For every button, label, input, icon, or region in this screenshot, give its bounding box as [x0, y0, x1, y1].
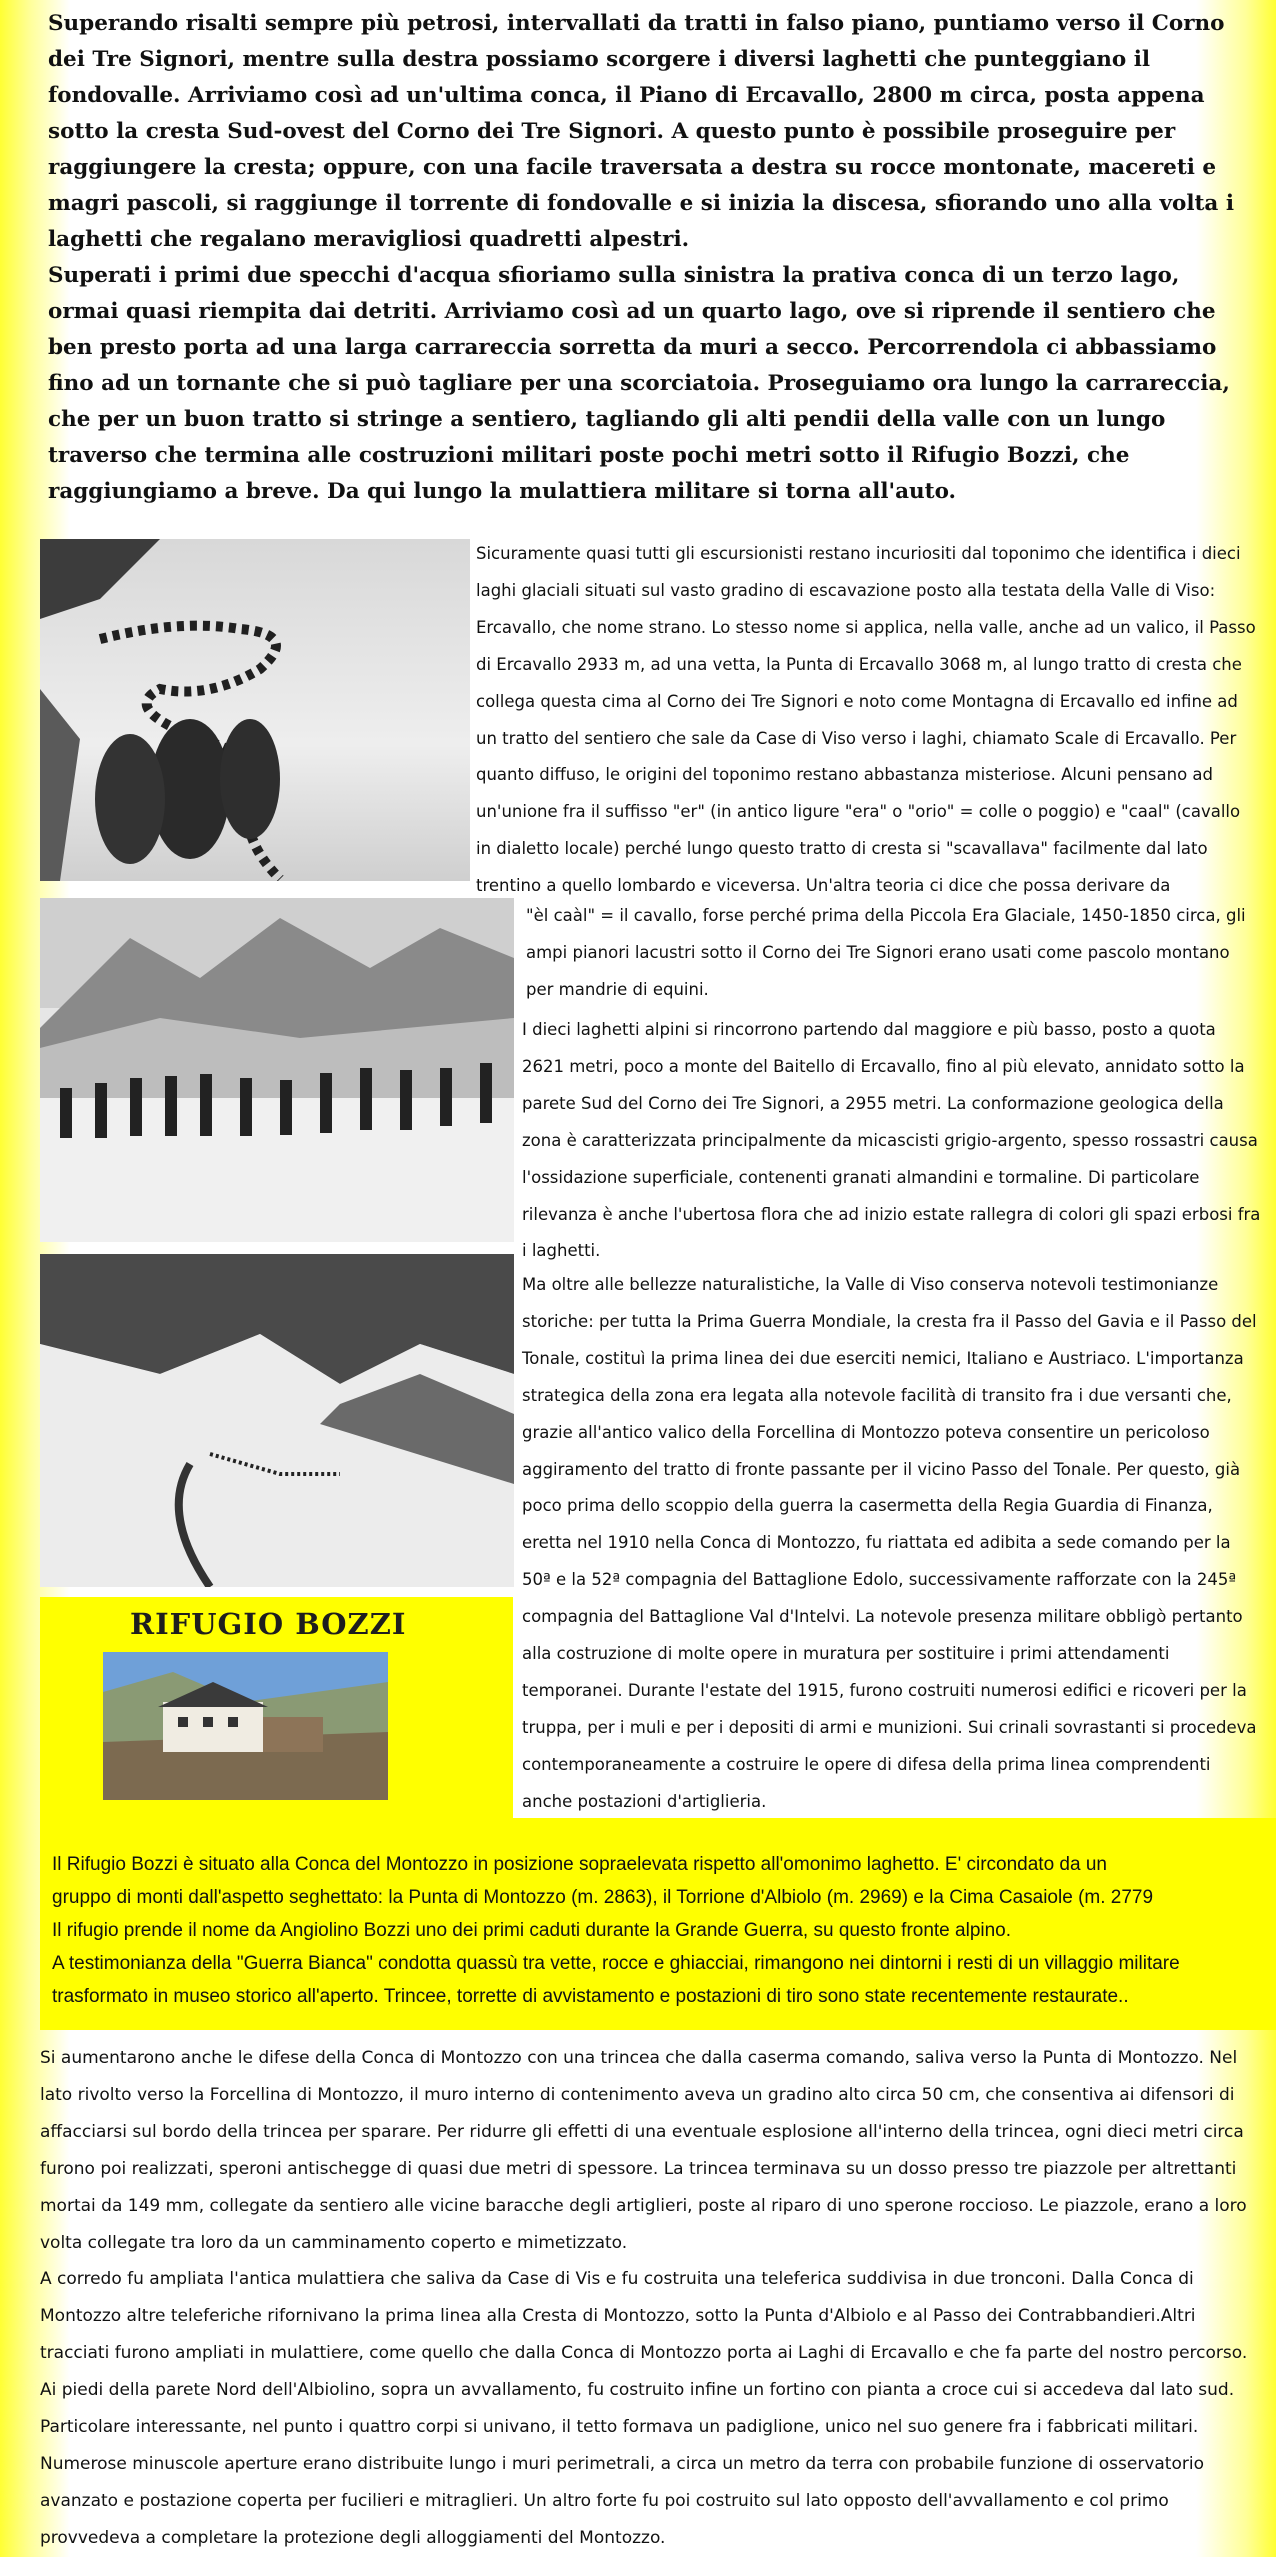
photo-snow-valley-soldiers: [40, 1254, 514, 1587]
laghetti-text: [522, 1012, 1262, 1270]
info-line-2: gruppo di monti dall'aspetto seghettato: la Punta di Montozzo (m. 2863), il Torrione d'Albiolo (m. 2969) e la Cima Casaiole (m. 2779: [52, 1887, 1154, 1908]
photo-soldiers-snow-column: [40, 539, 470, 881]
info-line-3: Il rifugio prende il nome da Angiolino Bozzi uno dei primi caduti durante la Grande Guerra, su questo fronte alpino.: [52, 1920, 1012, 1941]
rifugio-title: RIFUGIO BOZZI: [130, 1607, 407, 1641]
photo-rifugio-bozzi: [103, 1652, 388, 1800]
info-line-4: A testimonianza della "Guerra Bianca" condotta quassù tra vette, rocce e ghiacciai, rimangono nei dintorni i resti di un villaggio militare: [52, 1953, 1180, 1974]
ercavallo-text-2: [526, 898, 1256, 1009]
ercavallo-paragraph-cont: "èl caàl" = il cavallo, forse perché prima della Piccola Era Glaciale, 1450-1850 circa, gli ampi pianori lacustri sotto il Corno dei Tre Signori erano usati come pascolo montano per mandrie di equini.: [526, 906, 1246, 999]
bottom-text: [40, 2040, 1260, 2557]
intro-text: [48, 0, 1248, 510]
rifugio-info-bar: [40, 1818, 1276, 2030]
bottom-paragraph-1: Si aumentarono anche le difese della Conca di Montozzo con una trincea che dalla caserma comando, saliva verso la Punta di Montozzo. Nel lato rivolto verso la Forcellina di Montozzo, il muro interno di contenimento aveva un gradino alto circa 50 cm, che consentiva ai difensori di affacciarsi sul bordo della trincea per sparare. Per ridurre gli effetti di una eventuale esplosione all'interno della trincea, ogni dieci metri circa furono poi realizzati, speroni antischegge di quasi due metri di spessore. La trincea terminava su un dosso presso tre piazzole per altrettanti mortai da 149 mm, collegate da sentiero alle vicine baracche degli artiglieri, poste al riparo di uno sperone roccioso. Le piazzole, erano a loro volta collegate tra loro da un camminamento coperto e mimetizzato.: [40, 2048, 1247, 2253]
intro-paragraph-1: Superando risalti sempre più petrosi, intervallati da tratti in falso piano, puntiamo verso il Corno dei Tre Signori, mentre sulla destra possiamo scorgere i diversi laghetti che punteggiano il fondovalle. Arriviamo così ad un'ultima conca, il Piano di Ercavallo, 2800 m circa, posta appena sotto la cresta Sud-ovest del Corno dei Tre Signori. A questo punto è possibile proseguire per raggiungere la cresta; oppure, con una facile traversata a destra su rocce montonate, macereti e magri pascoli, si raggiunge il torrente di fondovalle e si inizia la discesa, sfiorando uno alla volta i laghetti che regalano meravigliosi quadretti alpestri.: [48, 11, 1235, 252]
history-text: [522, 1267, 1262, 1821]
ercavallo-text-1: [476, 536, 1256, 905]
bottom-paragraph-2: A corredo fu ampliata l'antica mulattiera che saliva da Case di Vis e fu costruita una teleferica suddivisa in due tronconi. Dalla Conca di Montozzo altre teleferiche rifornivano la prima linea alla Cresta di Montozzo, sotto la Punta d'Albiolo e al Passo dei Contrabbandieri.Altri tracciati furono ampliati in mulattiere, come quello che dalla Conca di Montozzo porta ai Laghi di Ercavallo e che fa parte del nostro percorso. Ai piedi della parete Nord dell'Albiolino, sopra un avvallamento, fu costruito infine un fortino con pianta a croce cui si accedeva dal lato sud. Particolare interessante, nel punto i quattro corpi si univano, il tetto formava un padiglione, unico nel suo genere fra i fabbricati militari. Numerose minuscole aperture erano distribuite lungo i muri perimetrali, a circa un metro da terra con probabile funzione di osservatorio avanzato e postazione coperta per fucilieri e mitraglieri. Un altro forte fu poi costruito sul lato opposto dell'avvallamento e col primo provvedeva a completare la protezione degli alloggiamenti del Montozzo.: [40, 2269, 1248, 2548]
history-paragraph: Ma oltre alle bellezze naturalistiche, la Valle di Viso conserva notevoli testimonianze storiche: per tutta la Prima Guerra Mondiale, la cresta fra il Passo del Gavia e il Passo del Tonale, costituì la prima linea dei due eserciti nemici, Italiano e Austriaco. L'importanza strategica della zona era legata alla notevole facilità di transito fra i due versanti che, grazie all'antico valico della Forcellina di Montozzo poteva consentire un pericoloso aggiramento del tratto di fronte passante per il vicino Passo del Tonale. Per questo, già poco prima dello scoppio della guerra la casermetta della Regia Guardia di Finanza, eretta nel 1910 nella Conca di Montozzo, fu riattata ed adibita a sede comando per la 50ª e la 52ª compagnia del Battaglione Edolo, successivamente rafforzate con la 245ª compagnia del Battaglione Val d'Intelvi. La notevole presenza militare obbligò pertanto alla costruzione di molte opere in muratura per sostituire i primi attendamenti temporanei. Durante l'estate del 1915, furono costruiti numerosi edifici e ricoveri per la truppa, per i muli e per i depositi di armi e munizioni. Sui crinali sovrastanti si procedeva contemporaneamente a costruire le opere di difesa della prima linea comprendenti anche postazioni d'artiglieria.: [522, 1275, 1257, 1811]
photo-ski-troops-mountains: [40, 898, 514, 1242]
info-line-1: Il Rifugio Bozzi è situato alla Conca del Montozzo in posizione sopraelevata rispetto all'omonimo laghetto. E' circondato da un: [52, 1854, 1107, 1875]
ercavallo-paragraph: Sicuramente quasi tutti gli escursionisti restano incuriositi dal toponimo che identifica i dieci laghi glaciali situati sul vasto gradino di escavazione posto alla testata della Valle di Viso: Ercavallo, che nome strano. Lo stesso nome si applica, nella valle, anche ad un valico, il Passo di Ercavallo 2933 m, ad una vetta, la Punta di Ercavallo 3068 m, al lungo tratto di cresta che collega questa cima al Corno dei Tre Signori e noto come Montagna di Ercavallo ed infine ad un tratto del sentiero che sale da Case di Viso verso i laghi, chiamato Scale di Ercavallo. Per quanto diffuso, le origini del toponimo restano abbastanza misteriose. Alcuni pensano ad un'unione fra il suffisso "er" (in antico ligure "era" o "orio" = colle o poggio) e "caal" (cavallo in dialetto locale) perché lungo questo tratto di cresta si "scavallava" facilmente dal lato trentino a quello lombardo e viceversa. Un'altra teoria ci dice che possa derivare da: [476, 544, 1256, 896]
intro-paragraph-2: Superati i primi due specchi d'acqua sfioriamo sulla sinistra la prativa conca di un terzo lago, ormai quasi riempita dai detriti. Arriviamo così ad un quarto lago, ove si riprende il sentiero che ben presto porta ad una larga carrareccia sorretta da muri a secco. Percorrendola ci abbassiamo fino ad un tornante che si può tagliare per una scorciatoia. Proseguiamo ora lungo la carrareccia, che per un buon tratto si stringe a sentiero, tagliando gli alti pendii della valle con un lungo traverso che termina alle costruzioni militari poste pochi metri sotto il Rifugio Bozzi, che raggiungiamo a breve. Da qui lungo la mulattiera militare si torna all'auto.: [48, 263, 1230, 504]
info-line-5: trasformato in museo storico all'aperto. Trincee, torrette di avvistamento e postazioni di tiro sono state recentemente restaurate..: [52, 1986, 1129, 2007]
laghetti-paragraph: I dieci laghetti alpini si rincorrono partendo dal maggiore e più basso, posto a quota 2621 metri, poco a monte del Baitello di Ercavallo, fino al più elevato, annidato sotto la parete Sud del Corno dei Tre Signori, a 2955 metri. La conformazione geologica della zona è caratterizzata principalmente da micascisti grigio-argento, spesso rossastri causa l'ossidazione superficiale, contenenti granati almandini e tormaline. Di particolare rilevanza è anche l'ubertosa flora che ad inizio estate rallegra di colori gli spazi erbosi fra i laghetti.: [522, 1020, 1261, 1261]
rifugio-box: [40, 1597, 513, 1818]
